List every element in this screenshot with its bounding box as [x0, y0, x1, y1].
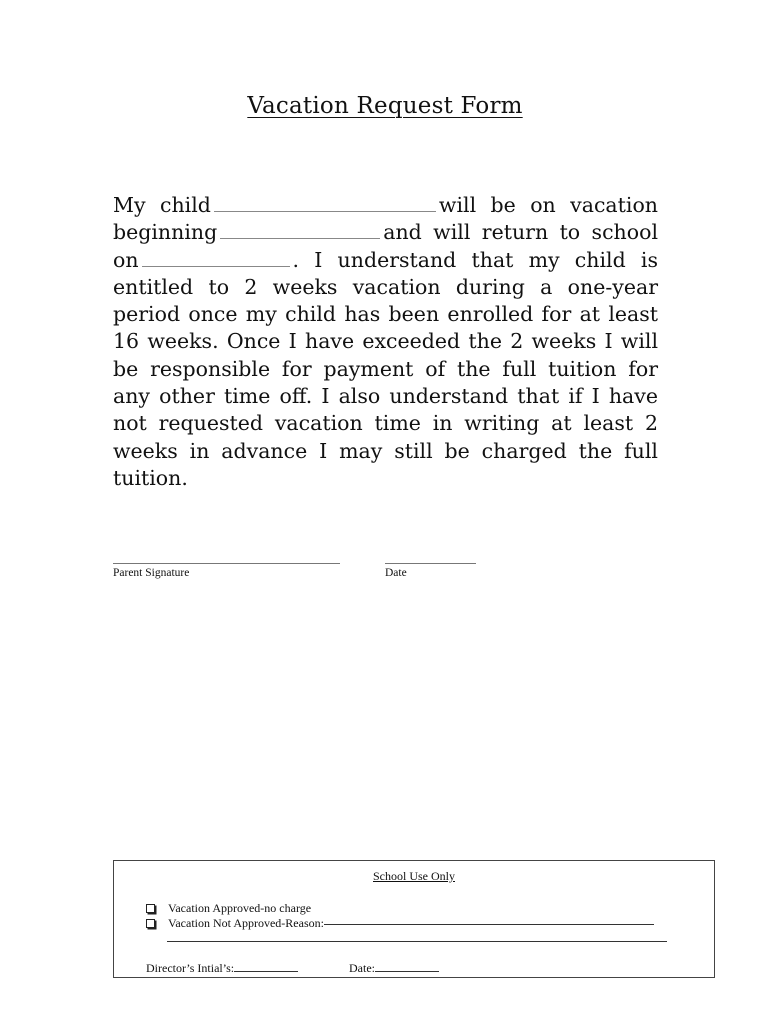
parent-signature-label: Parent Signature: [113, 567, 190, 579]
form-body: [113, 192, 658, 492]
option-not-approved[interactable]: [146, 916, 654, 931]
option-not-approved-label: Vacation Not Approved-Reason:: [168, 916, 324, 930]
director-initials-line[interactable]: [234, 970, 298, 972]
checkbox-icon[interactable]: [146, 904, 155, 913]
reason-line[interactable]: [324, 923, 654, 925]
date-signature-line[interactable]: [385, 563, 476, 564]
option-approved-label: Vacation Approved-no charge: [168, 901, 312, 915]
form-title: Vacation Request Form: [247, 93, 523, 119]
office-date-label: Date:: [349, 961, 375, 975]
checkbox-icon[interactable]: [146, 919, 155, 928]
office-date-line[interactable]: [375, 970, 439, 972]
office-date-field: [349, 961, 439, 976]
parent-signature-line[interactable]: [113, 563, 340, 564]
date-label: Date: [385, 567, 407, 579]
reason-line-2[interactable]: [167, 941, 667, 942]
school-use-box: [113, 860, 715, 978]
body-text-2: will be on vacation beginning: [113, 193, 658, 245]
return-date-blank[interactable]: [142, 265, 290, 267]
beginning-date-blank[interactable]: [220, 237, 380, 239]
option-approved[interactable]: [146, 901, 311, 916]
school-use-title: School Use Only: [373, 869, 455, 883]
director-initials-label: Director’s Intial’s:: [146, 961, 235, 975]
body-text-4: . I understand that my child is entitled to 2 weeks vacation during a one-year period once my child has been enrolled for at least 16 weeks. Once I have exceeded the 2 weeks I will be responsible for payment of the full tuition for any other time off. I also understand that if I have not requested vacation time in writing at least 2 weeks in advance I may still be charged the full tuition.: [113, 247, 658, 490]
child-name-blank[interactable]: [214, 210, 436, 212]
body-text-1: My child: [113, 193, 211, 217]
director-initials-field: [146, 961, 298, 976]
body-text-3: and will return to school on: [113, 220, 658, 272]
